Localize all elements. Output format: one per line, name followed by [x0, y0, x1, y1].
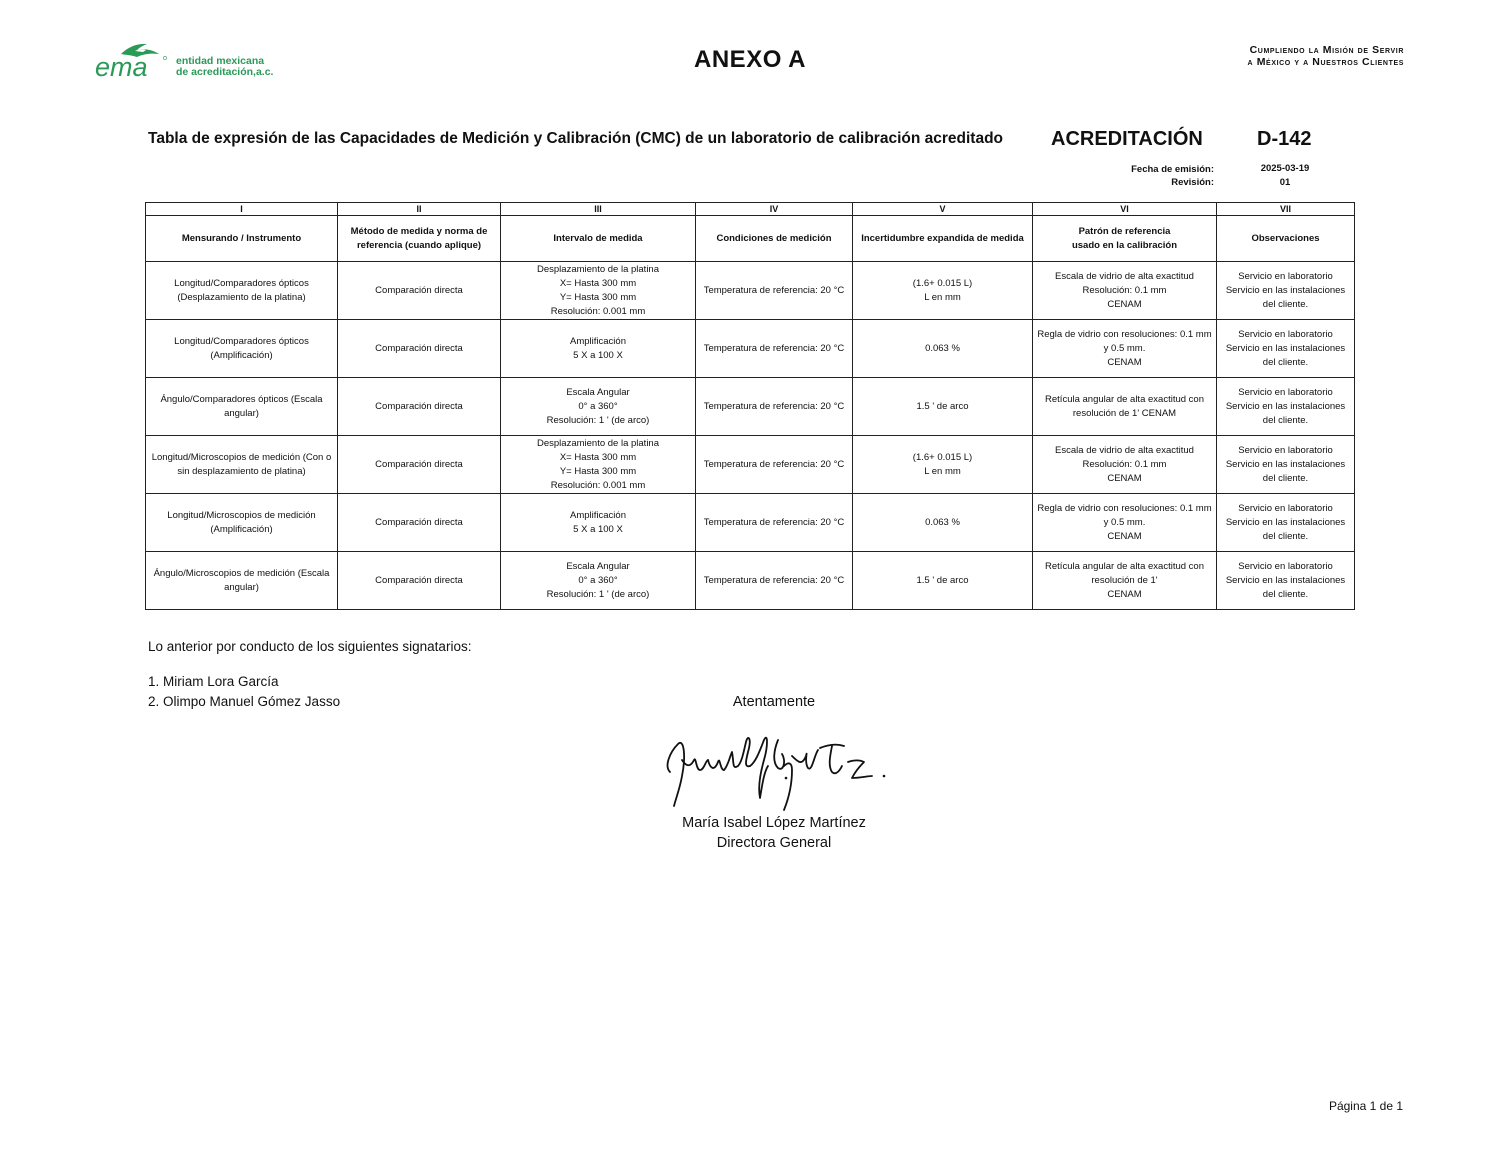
table-cell: Servicio en laboratorio Servicio en las instalaciones del cliente.: [1217, 436, 1355, 494]
table-cell: Temperatura de referencia: 20 °C: [696, 436, 853, 494]
column-header-intervalo: Intervalo de medida: [501, 216, 696, 262]
table-row: [146, 494, 1355, 552]
logo-text-line-1: entidad mexicana: [176, 55, 265, 67]
table-row: [146, 552, 1355, 610]
table-cell: Escala de vidrio de alta exactitud Resolución: 0.1 mm CENAM: [1033, 436, 1217, 494]
acreditacion-label: ACREDITACIÓN: [1051, 128, 1203, 150]
table-cell: Regla de vidrio con resoluciones: 0.1 mm y 0.5 mm. CENAM: [1033, 494, 1217, 552]
fecha-label: Fecha de emisión:: [1131, 164, 1214, 175]
table-cell: Servicio en laboratorio Servicio en las instalaciones del cliente.: [1217, 552, 1355, 610]
roman-header-cell: I: [146, 203, 338, 216]
acreditacion-code: D-142: [1257, 128, 1312, 150]
table-cell: Comparación directa: [338, 262, 501, 320]
fecha-value: 2025-03-19: [1260, 163, 1310, 174]
table-cell: Ángulo/Comparadores ópticos (Escala angular): [146, 378, 338, 436]
table-cell: Retícula angular de alta exactitud con resolución de 1' CENAM: [1033, 552, 1217, 610]
director-title: Directora General: [716, 835, 832, 851]
atentamente-text: Atentamente: [732, 694, 816, 710]
roman-header-cell: II: [338, 203, 501, 216]
table-cell: Amplificación 5 X a 100 X: [501, 494, 696, 552]
column-header-condiciones: Condiciones de medición: [696, 216, 853, 262]
table-cell: Temperatura de referencia: 20 °C: [696, 494, 853, 552]
table-cell: (1.6+ 0.015 L) L en mm: [853, 436, 1033, 494]
column-header-metodo: Método de medida y norma de referencia (cuando aplique): [338, 216, 501, 262]
table-cell: 1.5 ' de arco: [853, 378, 1033, 436]
signatario-item: 1. Miriam Lora García: [148, 674, 279, 689]
table-cell: Retícula angular de alta exactitud con resolución de 1' CENAM: [1033, 378, 1217, 436]
table-cell: Longitud/Microscopios de medición (Amplificación): [146, 494, 338, 552]
roman-header-cell: III: [501, 203, 696, 216]
table-row: [146, 262, 1355, 320]
table-cell: 0.063 %: [853, 320, 1033, 378]
table-cell: Comparación directa: [338, 552, 501, 610]
column-header-mensurando: Mensurando / Instrumento: [146, 216, 338, 262]
motto-line-2: a México y a Nuestros Clientes: [1247, 56, 1404, 68]
table-cell: (1.6+ 0.015 L) L en mm: [853, 262, 1033, 320]
motto: [1248, 44, 1404, 68]
cmc-table: [145, 202, 1355, 610]
roman-header-row: [146, 203, 1355, 216]
page-number: Página 1 de 1: [1328, 1099, 1403, 1113]
table-cell: Servicio en laboratorio Servicio en las instalaciones del cliente.: [1217, 378, 1355, 436]
table-cell: Temperatura de referencia: 20 °C: [696, 552, 853, 610]
table-cell: Temperatura de referencia: 20 °C: [696, 378, 853, 436]
table-cell: Comparación directa: [338, 320, 501, 378]
table-cell: Ángulo/Microscopios de medición (Escala angular): [146, 552, 338, 610]
table-cell: Comparación directa: [338, 436, 501, 494]
motto-line-1: Cumpliendo la Misión de Servir: [1249, 44, 1404, 56]
logo-text-line-2: de acreditación,a.c.: [176, 66, 274, 78]
logo-wordmark: ema: [95, 52, 148, 82]
column-header-incertidumbre: Incertidumbre expandida de medida: [853, 216, 1033, 262]
table-cell: Servicio en laboratorio Servicio en las instalaciones del cliente.: [1217, 262, 1355, 320]
roman-header-cell: VI: [1033, 203, 1217, 216]
signatario-item: 2. Olimpo Manuel Gómez Jasso: [148, 694, 341, 709]
table-cell: Comparación directa: [338, 494, 501, 552]
table-cell: Temperatura de referencia: 20 °C: [696, 262, 853, 320]
table-cell: Desplazamiento de la platina X= Hasta 300 mm Y= Hasta 300 mm Resolución: 0.001 mm: [501, 436, 696, 494]
table-row: [146, 436, 1355, 494]
table-cell: Comparación directa: [338, 378, 501, 436]
column-header-row: [146, 216, 1355, 262]
table-title: Tabla de expresión de las Capacidades de Medición y Calibración (CMC) de un laboratorio de calibración acreditado: [148, 130, 1004, 147]
table-cell: Escala Angular 0° a 360° Resolución: 1 ' (de arco): [501, 378, 696, 436]
table-cell: Temperatura de referencia: 20 °C: [696, 320, 853, 378]
roman-header-cell: IV: [696, 203, 853, 216]
column-header-patron: Patrón de referencia usado en la calibración: [1033, 216, 1217, 262]
revision-value: 01: [1279, 177, 1291, 188]
table-cell: Amplificación 5 X a 100 X: [501, 320, 696, 378]
page-title: ANEXO A: [694, 46, 806, 73]
signatarios-intro: Lo anterior por conducto de los siguientes signatarios:: [148, 639, 472, 654]
table-cell: Escala de vidrio de alta exactitud Resolución: 0.1 mm CENAM: [1033, 262, 1217, 320]
revision-label: Revisión:: [1171, 177, 1214, 188]
table-cell: Servicio en laboratorio Servicio en las instalaciones del cliente.: [1217, 494, 1355, 552]
director-name: María Isabel López Martínez: [682, 815, 866, 831]
column-header-observaciones: Observaciones: [1217, 216, 1355, 262]
roman-header-cell: V: [853, 203, 1033, 216]
table-cell: 1.5 ' de arco: [853, 552, 1033, 610]
table-cell: 0.063 %: [853, 494, 1033, 552]
table-cell: Longitud/Microscopios de medición (Con o sin desplazamiento de platina): [146, 436, 338, 494]
table-row: [146, 320, 1355, 378]
handwritten-signature: [660, 726, 892, 814]
table-cell: Servicio en laboratorio Servicio en las instalaciones del cliente.: [1217, 320, 1355, 378]
table-cell: Escala Angular 0° a 360° Resolución: 1 ' (de arco): [501, 552, 696, 610]
table-cell: Longitud/Comparadores ópticos (Desplazamiento de la platina): [146, 262, 338, 320]
table-row: [146, 378, 1355, 436]
table-cell: Longitud/Comparadores ópticos (Amplificación): [146, 320, 338, 378]
roman-header-cell: VII: [1217, 203, 1355, 216]
table-cell: Desplazamiento de la platina X= Hasta 300 mm Y= Hasta 300 mm Resolución: 0.001 mm: [501, 262, 696, 320]
table-cell: Regla de vidrio con resoluciones: 0.1 mm y 0.5 mm. CENAM: [1033, 320, 1217, 378]
